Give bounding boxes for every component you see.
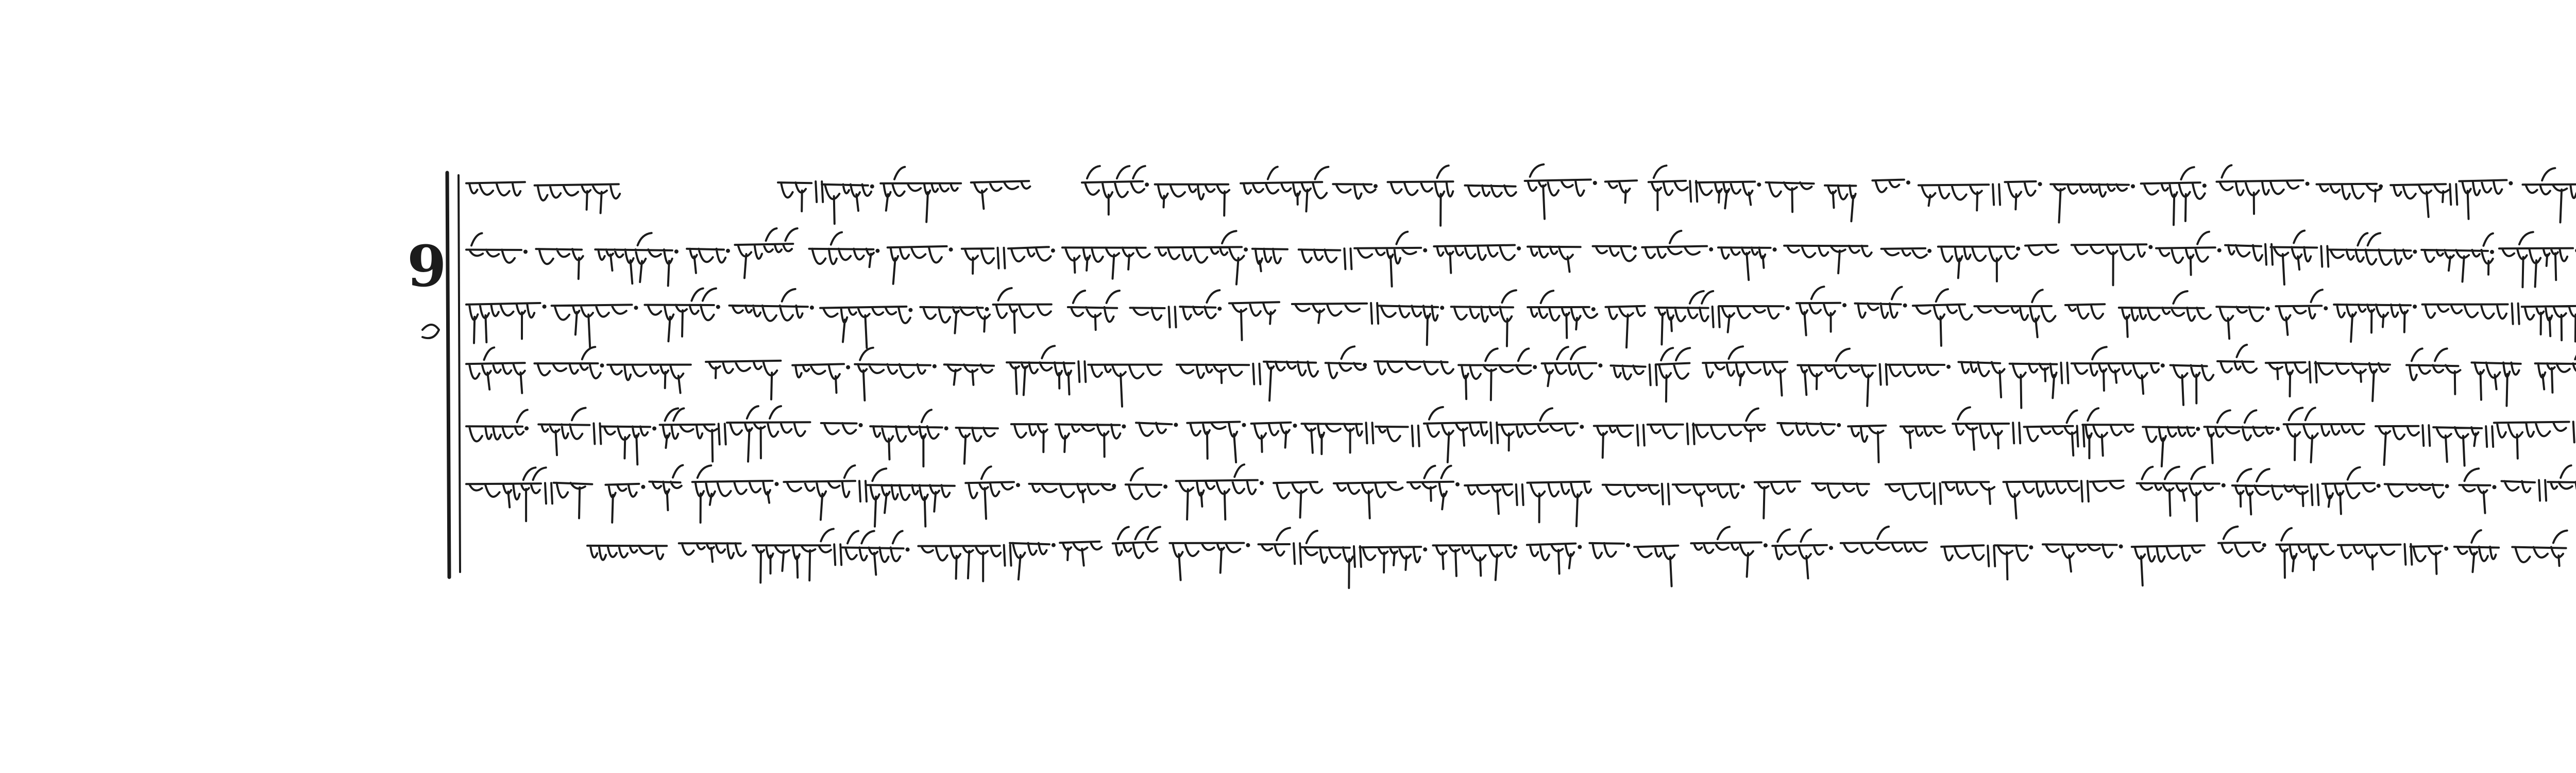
tsheg-mark — [2131, 184, 2135, 189]
tsheg-mark — [1423, 547, 1427, 551]
tsheg-mark — [1773, 247, 1777, 251]
tsheg-mark — [859, 423, 863, 427]
tsheg-mark — [1837, 423, 1841, 427]
tsheg-mark — [2306, 182, 2310, 186]
tsheg-mark — [1533, 365, 1537, 369]
script-strokes — [466, 464, 2576, 526]
tsheg-mark — [2324, 306, 2328, 310]
tsheg-mark — [1906, 180, 1910, 184]
folio-number: 9 — [407, 233, 447, 299]
tsheg-mark — [1455, 482, 1460, 486]
tsheg-mark — [1244, 247, 1248, 251]
tsheg-mark — [2445, 484, 2449, 488]
tsheg-mark — [1260, 481, 1264, 485]
tsheg-mark — [2444, 547, 2448, 551]
tsheg-mark — [1757, 182, 1761, 187]
tsheg-mark — [1842, 303, 1846, 307]
tsheg-mark — [600, 363, 604, 367]
tsheg-mark — [1016, 483, 1020, 487]
tsheg-mark — [1903, 304, 1907, 308]
tsheg-mark — [1786, 306, 1790, 310]
tsheg-mark — [2119, 544, 2123, 548]
tsheg-mark — [2262, 543, 2266, 547]
tsheg-mark — [810, 306, 814, 310]
tsheg-mark — [1052, 543, 1056, 547]
tsheg-mark — [2202, 183, 2207, 188]
tsheg-mark — [1246, 543, 1250, 547]
tsheg-mark — [1423, 248, 1427, 253]
tsheg-mark — [1374, 184, 1378, 188]
tsheg-mark — [775, 482, 779, 486]
tsheg-mark — [2217, 248, 2222, 253]
script-line-6 — [466, 464, 2576, 526]
tsheg-mark — [2413, 305, 2417, 309]
script-strokes — [466, 406, 2576, 466]
tsheg-mark — [1513, 545, 1517, 549]
tsheg-mark — [1517, 246, 1521, 250]
tsheg-mark — [985, 307, 989, 311]
script-strokes — [466, 287, 2576, 348]
tsheg-mark — [652, 427, 656, 431]
tsheg-mark — [2276, 427, 2280, 431]
script-line-5 — [466, 406, 2576, 466]
tsheg-mark — [1927, 249, 1931, 253]
margin-mark — [422, 325, 439, 338]
script-line-2 — [466, 228, 2576, 287]
tsheg-mark — [2509, 181, 2513, 186]
tsheg-mark — [1764, 543, 1768, 547]
script-strokes — [466, 164, 2576, 226]
tsheg-mark — [846, 365, 850, 369]
tsheg-mark — [726, 249, 730, 253]
tsheg-mark — [1293, 424, 1297, 428]
tsheg-mark — [1578, 545, 1582, 549]
script-lines — [466, 164, 2576, 588]
tsheg-mark — [2161, 363, 2165, 367]
tsheg-mark — [1217, 307, 1222, 311]
tsheg-mark — [641, 485, 645, 489]
tsheg-mark — [1829, 546, 1833, 550]
tsheg-mark — [908, 308, 912, 312]
tsheg-mark — [2413, 249, 2417, 254]
tsheg-mark — [2493, 485, 2497, 489]
script-line-1 — [466, 164, 2576, 226]
tsheg-mark — [1591, 307, 1596, 311]
script-line-3 — [466, 287, 2576, 348]
tsheg-mark — [2196, 427, 2200, 431]
tsheg-mark — [1440, 306, 1444, 310]
tsheg-mark — [906, 547, 910, 551]
script-line-4 — [466, 345, 2576, 408]
tsheg-mark — [634, 306, 638, 310]
tsheg-mark — [1580, 425, 1584, 429]
tsheg-mark — [1051, 248, 1055, 253]
tsheg-mark — [2266, 307, 2270, 311]
tsheg-mark — [1174, 423, 1178, 427]
tsheg-mark — [1593, 181, 1597, 185]
tsheg-mark — [2016, 247, 2020, 251]
tsheg-mark — [2222, 483, 2226, 488]
tsheg-mark — [944, 426, 948, 430]
tsheg-mark — [2490, 250, 2494, 254]
tsheg-mark — [1242, 423, 1246, 427]
tsheg-mark — [1741, 484, 1745, 489]
tsheg-mark — [2029, 545, 2033, 549]
tsheg-mark — [2038, 182, 2042, 186]
tsheg-mark — [949, 247, 953, 251]
tsheg-mark — [1598, 363, 1602, 367]
tsheg-mark — [875, 249, 879, 253]
tsheg-mark — [523, 250, 528, 254]
tsheg-mark — [674, 249, 679, 254]
tsheg-mark — [1626, 543, 1630, 547]
tsheg-mark — [1946, 365, 1951, 369]
tsheg-mark — [716, 305, 720, 309]
script-strokes — [466, 228, 2576, 287]
tsheg-mark — [2148, 245, 2153, 249]
tsheg-mark — [1163, 484, 1167, 489]
script-strokes — [587, 527, 2576, 588]
tsheg-mark — [933, 364, 937, 368]
tsheg-mark — [1122, 425, 1126, 429]
tsheg-mark — [1709, 247, 1713, 251]
tsheg-mark — [1633, 246, 1637, 250]
script-line-7 — [587, 527, 2576, 588]
tsheg-mark — [2377, 484, 2381, 488]
left-margin-rule — [447, 173, 460, 577]
tsheg-mark — [1363, 363, 1367, 367]
tsheg-mark — [870, 184, 874, 189]
tsheg-mark — [543, 305, 547, 309]
tsheg-mark — [524, 426, 529, 430]
tsheg-mark — [1145, 182, 1149, 187]
script-strokes — [466, 345, 2576, 408]
